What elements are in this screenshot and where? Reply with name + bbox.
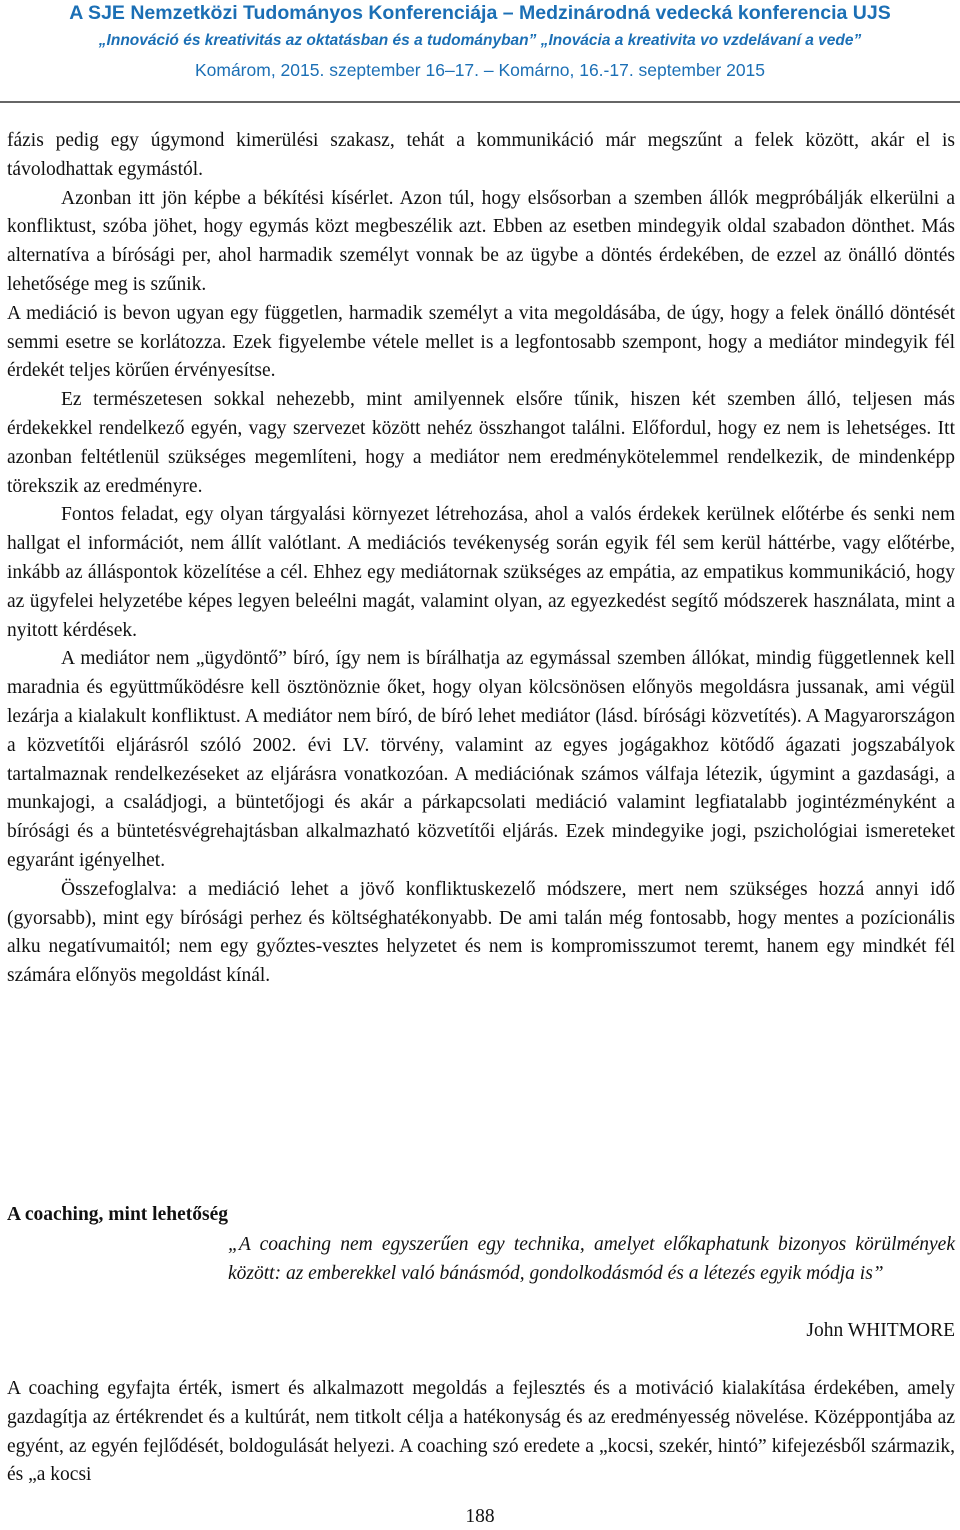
header-title: A SJE Nemzetközi Tudományos Konferenciája – Medzinárodná vedecká konferencia UJS [69,2,891,24]
paragraph: fázis pedig egy úgymond kimerülési szakasz, tehát a kommunikáció már megszűnt a felek között, akár el is távolodhattak egymástól. [7,130,955,180]
paragraph: A mediáció is bevon ugyan egy független, harmadik személyt a vita megoldásába, de úgy, hogy a felek önálló döntését semmi esetre se korlátozza. Ezek figyelembe vétele mellet is a legfontosabb szempont, hogy a mediátor mindegyik fél érdekét teljes körűen érvényesítse. [7,302,955,382]
paragraph: Összefoglalva: a mediáció lehet a jövő konfliktuskezelő módszere, mert nem szükséges hozzá annyi idő (gyorsabb), mint egy bírósági perhez és költséghatékonyabb. De ami talán még fontosabb, hogy mentes a pozícionális alku negatívumaitól; nem egy győztes-vesztes helyzetet és nem is kompromisszumot teremt, hanem egy mindkét fél számára előnyös megoldást kínál. [7,878,955,987]
paragraph: A coaching egyfajta érték, ismert és alkalmazott megoldás a fejlesztés és a motiváció kialakítása érdekében, amely gazdagítja az értékrendet és a kultúrát, nem titkolt célja a hatékonyság és az eredményesség növelése. Középpontjába az egyént, az egyén fejlődését, boldogulását helyezi. A coaching szó eredete a „kocsi, szekér, hintó” kifejezésből származik, és „a kocsi [7,1378,955,1486]
epigraph-quote: „A coaching nem egyszerűen egy technika, amelyet előkaphatunk bizonyos körülmények között: az emberekkel való bánásmód, gondolkodásmód és a létezés egyik módja is” [228,1234,955,1284]
section-heading: A coaching, mint lehetőség [7,1204,228,1225]
header-subtitle: „Innováció és kreativitás az oktatásban és a tudományban” „Inovácia a kreativita vo vzdelávaní a vede” [98,32,862,49]
paragraph: Fontos feladat, egy olyan tárgyalási környezet létrehozása, ahol a valós érdekek kerülnek előtérbe és senki nem hallgat el információt, nem állít valótlant. A mediációs tevékenység során egyik fél sem kerül háttérbe, vagy előtérbe, inkább az álláspontok közelítése a cél. Ehhez egy mediátornak szükséges az empátia, az empatikus kommunikáció, hogy az ügyfelei helyzetébe képes legyen beleélni magát, valamint olyan, az egyezkedést segítő módszerek használata, mint a nyitott kérdések. [7,504,955,641]
conference-header [0,0,960,104]
paragraph: A mediátor nem „ügydöntő” bíró, így nem is bírálhatja az egymással szemben állókat, mindig függetlennek kell maradnia és együttműködésre kell ösztönöznie őket, hogy olyan kölcsönösen előnyös megoldásra jussanak, ami végül lezárja a kialakult konfliktust. A mediátor nem bíró, de bíró lehet mediátor (lásd. bírósági közvetítés). A Magyarországon a közvetítői eljárásról szóló 2002. évi LV. törvény, valamint az egyes jogágakhoz kötődő ágazati jogszabályok tartalmaznak rendelkezéseket az eljárásra vonatkozóan. A mediációnak számos válfaja létezik, úgymint a gazdasági, a munkajogi, a családjogi, a büntetőjogi és akár a párkapcsolati mediáció valamint legfiatalabb jogintézményként a bírósági és a büntetésvégrehajtásban alkalmazható közvetítői eljárás. Ezek mindegyike jogi, pszichológiai ismereteket egyaránt igényelhet. [7,648,955,871]
page-number: 188 [465,1506,495,1527]
header-divider [0,101,960,103]
paragraph: Ez természetesen sokkal nehezebb, mint amilyennek elsőre tűnik, hiszen két szemben álló, teljesen más érdekekkel rendelkező egyén, vagy szervezet között nehéz összhangot találni. Előfordul, hogy ez nem is lehetséges. Itt azonban feltétlenül szükséges megemlíteni, hogy a mediátor nem eredménykötelemmel rendelkezik, de mindenképp törekszik az eredményre. [7,389,955,497]
quote-author: John WHITMORE [806,1320,955,1341]
header-date-place: Komárom, 2015. szeptember 16–17. – Komárno, 16.-17. september 2015 [194,60,766,80]
section-body [7,1375,955,1490]
body-text [7,127,955,991]
paragraph: Azonban itt jön képbe a békítési kísérlet. Azon túl, hogy elsősorban a szemben állók megpróbálják elkerülni a konfliktust, szóba jöhet, hogy egymás közt megbeszélik azt. Ebben az esetben mindegyik oldal szabadon dönthet. Más alternatíva a bírósági per, ahol harmadik személyt vonnak be az ügybe a döntés érdekében, de ezzel az önálló döntés lehetősége meg is szűnik. [7,187,955,295]
